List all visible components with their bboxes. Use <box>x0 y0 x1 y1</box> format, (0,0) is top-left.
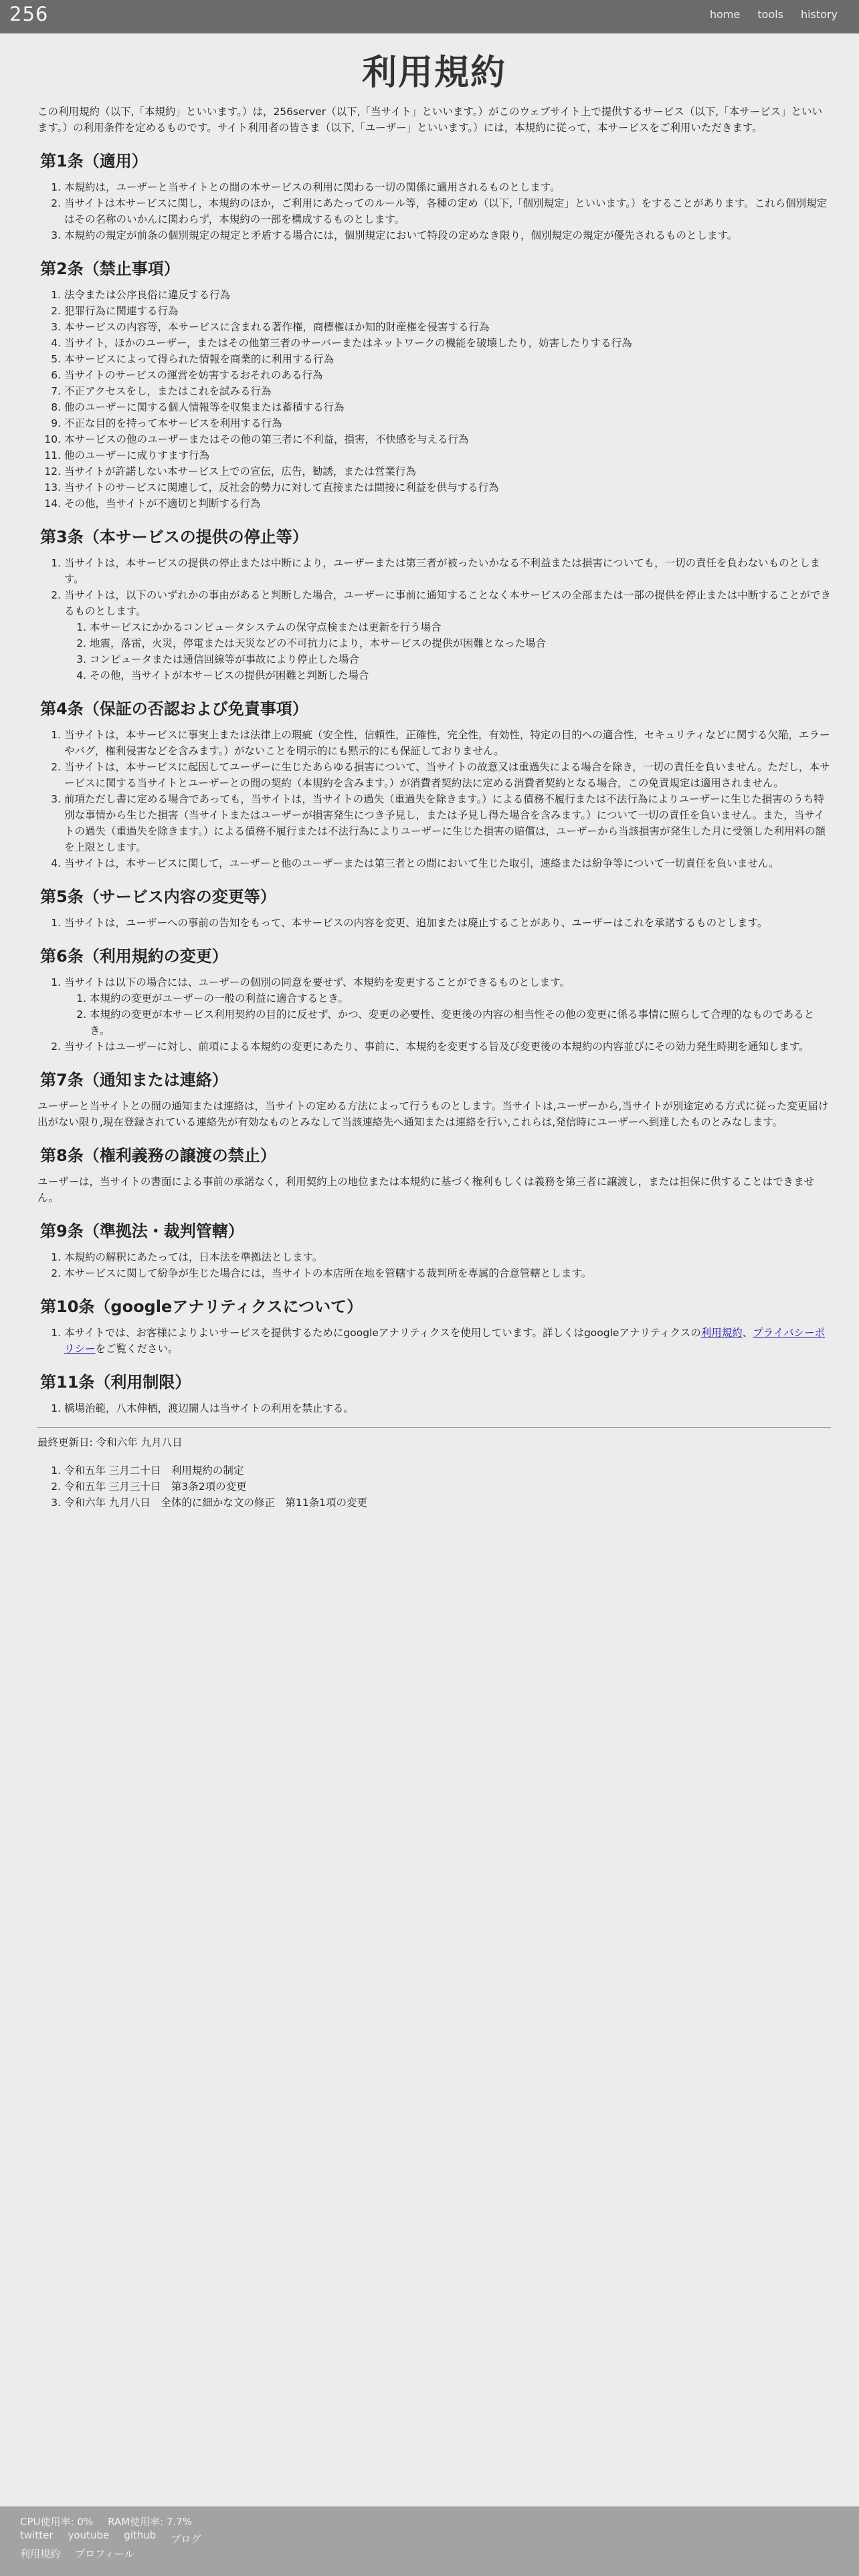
list-item: 11. 他のユーザーに成りすます行為 <box>64 447 831 463</box>
list-item-text: をご覧ください。 <box>95 1343 179 1355</box>
list-item: 1. 当サイトは，ユーザーへの事前の告知をもって、本サービスの内容を変更、追加または廃止することがあり、ユーザーはこれを承諾するものとします。 <box>64 915 831 931</box>
list-item: 1. 法令または公序良俗に違反する行為 <box>64 287 831 303</box>
footer-page-links <box>20 2547 134 2561</box>
section-heading: 第11条（利用制限） <box>40 1373 191 1392</box>
profile-link[interactable]: プロフィール <box>75 2548 134 2560</box>
section-heading: 第3条（本サービスの提供の停止等） <box>40 528 308 546</box>
blog-link[interactable]: ブログ <box>171 2533 201 2545</box>
section-list <box>37 1400 831 1416</box>
list-item: 1. 本規約の解釈にあたっては，日本法を準拠法とします。 <box>64 1249 831 1265</box>
list-item: 4. 当サイト，ほかのユーザー，またはその他第三者のサーバーまたはネットワークの機能を破壊したり，妨害したりする行為 <box>64 335 831 351</box>
footer-social-links <box>20 2529 201 2543</box>
nav-tools-link[interactable]: tools <box>757 8 783 21</box>
section-heading: 第4条（保証の否認および免責事項） <box>40 700 308 718</box>
intro-text: この利用規約（以下,「本規約」といいます。）は，256server（以下,「当サイト」といいます。）がこのウェブサイト上で提供するサービス（以下,「本サービス」といいます。）の利用条件を定めるものです。サイト利用者の皆さま（以下,「ユーザー」といいます。）には，本規約に従って，本サービスをご利用いただきます。 <box>37 106 823 134</box>
main-content <box>37 40 831 1517</box>
page-title: 利用規約 <box>361 53 506 93</box>
section-list <box>37 1249 831 1281</box>
list-item: 3. 本サービスの内容等，本サービスに含まれる著作権，商標権ほか知的財産権を侵害する行為 <box>64 319 831 335</box>
section-list <box>37 287 831 512</box>
section-heading: 第9条（準拠法・裁判管轄） <box>40 1222 244 1241</box>
list-item: 12. 当サイトが許諾しない本サービス上での宣伝，広告，勧誘，または営業行為 <box>64 463 831 479</box>
sub-list-item: 3. コンピュータまたは通信回線等が事故により停止した場合 <box>90 651 831 667</box>
list-item: 10. 本サービスの他のユーザーまたはその他の第三者に不利益，損害，不快感を与える行為 <box>64 431 831 447</box>
revision-item: 3. 令和六年 九月八日 全体的に細かな文の修正 第11条1項の変更 <box>64 1495 831 1511</box>
section-heading: 第7条（通知または連絡） <box>40 1071 228 1089</box>
sub-list-item: 2. 本規約の変更が本サービス利用契約の目的に反せず、かつ、変更の必要性、変更後の内容の相当性その他の変更に係る事情に照らして合理的なものであるとき。 <box>90 1006 831 1039</box>
section-heading: 第5条（サービス内容の変更等） <box>40 887 276 906</box>
section-list <box>37 974 831 1055</box>
server-stats <box>20 2514 192 2529</box>
list-item: 2. 当サイトは，本サービスに起因してユーザーに生じたあらゆる損害について、当サイトの故意又は重過失による場合を除き，一切の責任を負いません。ただし，本サービスに関する当サイトとユーザーとの間の契約（本規約を含みます。）が消費者契約法に定める消費者契約となる場合，この免責規定は適用されません。 <box>64 759 831 791</box>
nav-home-link[interactable]: home <box>709 8 741 21</box>
list-item <box>64 974 831 1039</box>
ram-usage: RAM使用率: 7.7% <box>108 2516 193 2528</box>
section-heading: 第10条（googleアナリティクスについて） <box>40 1297 363 1316</box>
list-item: 2. 犯罪行為に関連する行為 <box>64 303 831 319</box>
section-text: ユーザーは，当サイトの書面による事前の承諾なく，利用契約上の地位または本規約に基づく権利もしくは義務を第三者に譲渡し，または担保に供することはできません。 <box>37 1176 815 1204</box>
sub-list-item: 4. その他，当サイトが本サービスの提供が困難と判断した場合 <box>90 667 831 683</box>
list-item: 3. 本規約の規定が前条の個別規定の規定と矛盾する場合には，個別規定において特段の定めなき限り，個別規定の規定が優先されるものとします。 <box>64 227 831 243</box>
list-item: 2. 当サイトはユーザーに対し、前項による本規約の変更にあたり、事前に、本規約を変更する旨及び変更後の本規約の内容並びにその効力発生時期を通知します。 <box>64 1039 831 1055</box>
sub-list-item: 2. 地震，落雷，火災，停電または天災などの不可抗力により，本サービスの提供が困難となった場合 <box>90 635 831 651</box>
section-list <box>37 1325 831 1357</box>
divider <box>37 1427 831 1428</box>
revision-item: 1. 令和五年 三月二十日 利用規約の制定 <box>64 1463 831 1479</box>
section-list <box>37 179 831 243</box>
list-item: 9. 不正な目的を持って本サービスを利用する行為 <box>64 415 831 431</box>
footer <box>0 2506 859 2576</box>
section-heading: 第8条（権利義務の譲渡の禁止） <box>40 1146 276 1165</box>
section-heading: 第6条（利用規約の変更） <box>40 947 228 966</box>
list-item: 6. 当サイトのサービスの運営を妨害するおそれのある行為 <box>64 367 831 383</box>
terms-link[interactable]: 利用規約 <box>700 1327 743 1339</box>
section-list <box>37 727 831 871</box>
top-bar <box>0 0 859 33</box>
nav-history-link[interactable]: history <box>800 8 838 21</box>
section-list <box>37 915 831 931</box>
twitter-link[interactable]: twitter <box>20 2529 54 2541</box>
sub-list-item: 1. 本規約の変更がユーザーの一般の利益に適合するとき。 <box>90 990 831 1006</box>
link-separator: 、 <box>742 1327 753 1339</box>
last-updated: 最終更新日: 令和六年 九月八日 <box>37 1436 183 1448</box>
list-item: 14. その他，当サイトが不適切と判断する行為 <box>64 496 831 512</box>
section-list <box>37 555 831 683</box>
section-heading: 第2条（禁止事項） <box>40 259 180 278</box>
list-item: 1. 当サイトは，本サービスに事実上または法律上の瑕疵（安全性，信頼性，正確性，完全性，有効性，特定の目的への適合性，セキュリティなどに関する欠陥，エラーやバグ，権利侵害などを含みます。）がないことを明示的にも黙示的にも保証しておりません。 <box>64 727 831 759</box>
section-text: ユーザーと当サイトとの間の通知または連絡は，当サイトの定める方法によって行うものとします。当サイトは,ユーザーから,当サイトが別途定める方式に従った変更届け出がない限り,現在登録されている連絡先が有効なものとみなして当該連絡先へ通知または連絡を行い,これらは,発信時にユーザーへ到達したものとみなします。 <box>37 1100 829 1128</box>
sub-list-item: 1. 本サービスにかかるコンピュータシステムの保守点検または更新を行う場合 <box>90 619 831 635</box>
list-item: 7. 不正アクセスをし，またはこれを試みる行為 <box>64 383 831 399</box>
sub-list <box>64 619 831 683</box>
list-item: 3. 前項ただし書に定める場合であっても，当サイトは，当サイトの過失（重過失を除きます。）による債務不履行または不法行為によりユーザーに生じた損害のうち特別な事情から生じた損害（当サイトまたはユーザーが損害発生につき予見し，または予見し得た場合を含みます。）について一切の責任を負いません。また，当サイトの過失（重過失を除きます。）による債務不履行または不法行為によりユーザーに生じた損害の賠償は，ユーザーから当該損害が発生した月に受領した利用料の額を上限とします。 <box>64 791 831 855</box>
list-item: 2. 本サービスに関して紛争が生じた場合には，当サイトの本店所在地を管轄する裁判所を専属的合意管轄とします。 <box>64 1265 831 1281</box>
list-item: 2. 当サイトは本サービスに関し，本規約のほか，ご利用にあたってのルール等，各種の定め（以下,「個別規定」といいます。）をすることがあります。これら個別規定はその名称のいかんに関わらず，本規約の一部を構成するものとします。 <box>64 195 831 227</box>
list-item <box>64 587 831 683</box>
list-item: 5. 本サービスによって得られた情報を商業的に利用する行為 <box>64 351 831 367</box>
list-item-text: 当サイトは，以下のいずれかの事由があると判断した場合，ユーザーに事前に通知することなく本サービスの全部または一部の提供を停止または中断することができるものとします。 <box>64 589 831 617</box>
privacy-policy-link[interactable]: プライバシーポリシー <box>64 1327 826 1355</box>
list-item: 13. 当サイトのサービスに関連して，反社会的勢力に対して直接または間接に利益を供与する行為 <box>64 479 831 496</box>
revision-history <box>37 1463 831 1511</box>
cpu-usage: CPU使用率: 0% <box>20 2516 94 2528</box>
sub-list <box>64 990 831 1039</box>
list-item: 8. 他のユーザーに関する個人情報等を収集または蓄積する行為 <box>64 399 831 415</box>
top-nav <box>710 8 838 21</box>
revision-item: 2. 令和五年 三月三十日 第3条2項の変更 <box>64 1479 831 1495</box>
list-item: 1. 本規約は，ユーザーと当サイトとの間の本サービスの利用に関わる一切の関係に適用されるものとします。 <box>64 179 831 195</box>
list-item: 1. 橋場治範，八木伸栖，渡辺闇人は当サイトの利用を禁止する。 <box>64 1400 831 1416</box>
list-item-text: 本サイトでは、お客様によりよいサービスを提供するためにgoogleアナリティクスを使用しています。詳しくはgoogleアナリティクスの <box>64 1327 701 1339</box>
youtube-link[interactable]: youtube <box>68 2529 110 2541</box>
list-item: 4. 当サイトは，本サービスに関して，ユーザーと他のユーザーまたは第三者との間において生じた取引，連絡または紛争等について一切責任を負いません。 <box>64 855 831 871</box>
list-item: 1. 当サイトは，本サービスの提供の停止または中断により，ユーザーまたは第三者が被ったいかなる不利益または損害についても，一切の責任を負わないものとします。 <box>64 555 831 587</box>
list-item-text: 当サイトは以下の場合には、ユーザーの個別の同意を要せず、本規約を変更することができるものとします。 <box>64 976 570 988</box>
section-heading: 第1条（適用） <box>40 152 148 171</box>
list-item <box>64 1325 831 1357</box>
site-logo[interactable]: 256 <box>9 3 49 25</box>
terms-page-link[interactable]: 利用規約 <box>20 2548 61 2560</box>
github-link[interactable]: github <box>124 2529 157 2541</box>
